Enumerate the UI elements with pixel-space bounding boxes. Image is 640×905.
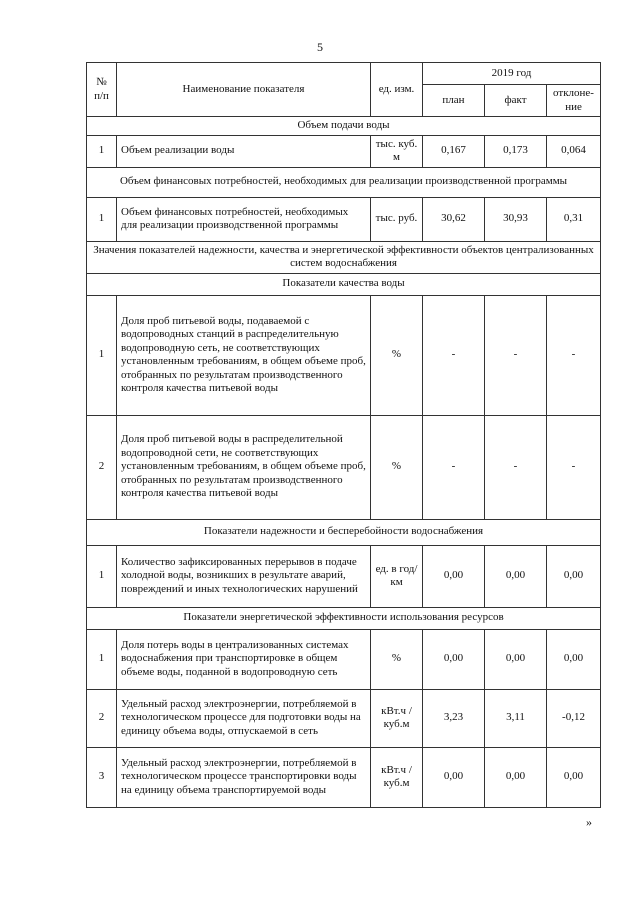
section-row — [87, 607, 601, 629]
row-plan: 0,167 — [423, 135, 485, 167]
row-unit: тыс. руб. — [371, 197, 423, 241]
row-fact: 30,93 — [485, 197, 547, 241]
row-fact: - — [485, 415, 547, 519]
header-num: № п/п — [87, 63, 117, 117]
header-plan: план — [423, 85, 485, 117]
row-name: Удельный расход электроэнергии, потребляемой в технологическом процессе транспортировки воды на единицу объема транспортируемой воды — [117, 747, 371, 807]
row-plan: - — [423, 415, 485, 519]
table-row — [87, 135, 601, 167]
row-plan: - — [423, 295, 485, 415]
row-num: 2 — [87, 689, 117, 747]
row-fact: 0,173 — [485, 135, 547, 167]
row-unit: % — [371, 295, 423, 415]
row-unit: тыс. куб. м — [371, 135, 423, 167]
row-name: Объем финансовых потребностей, необходимых для реализации производственной программы — [117, 197, 371, 241]
row-deviation: -0,12 — [547, 689, 601, 747]
header-row — [87, 63, 601, 85]
row-fact: 0,00 — [485, 747, 547, 807]
row-name: Доля проб питьевой воды, подаваемой с водопроводных станций в распределительную водопроводную сеть, не соответствующих установленным требованиям, в общем объеме проб, отобранных по результатам производственного контроля качества питьевой воды — [117, 295, 371, 415]
row-fact: 0,00 — [485, 545, 547, 607]
row-fact: 3,11 — [485, 689, 547, 747]
row-num: 1 — [87, 197, 117, 241]
row-deviation: 0,064 — [547, 135, 601, 167]
header-name: Наименование показателя — [117, 63, 371, 117]
row-deviation: 0,31 — [547, 197, 601, 241]
section-title: Показатели энергетической эффективности использования ресурсов — [87, 607, 601, 629]
row-unit: % — [371, 415, 423, 519]
table-row — [87, 197, 601, 241]
row-deviation: - — [547, 415, 601, 519]
table-row — [87, 747, 601, 807]
header-deviation: отклоне-ние — [547, 85, 601, 117]
section-row — [87, 167, 601, 197]
page-number: 5 — [317, 40, 323, 54]
row-name: Доля потерь воды в централизованных системах водоснабжения при транспортировке в общем объеме воды, поданной в водопроводную сеть — [117, 629, 371, 689]
row-num: 1 — [87, 545, 117, 607]
header-fact: факт — [485, 85, 547, 117]
row-num: 1 — [87, 295, 117, 415]
row-deviation: - — [547, 295, 601, 415]
row-unit: кВт.ч / куб.м — [371, 747, 423, 807]
row-name: Количество зафиксированных перерывов в подаче холодной воды, возникших в результате аварий, повреждений и иных технологических нарушений — [117, 545, 371, 607]
row-num: 1 — [87, 629, 117, 689]
section-title: Показатели качества воды — [87, 273, 601, 295]
row-plan: 3,23 — [423, 689, 485, 747]
table-row — [87, 545, 601, 607]
section-row — [87, 241, 601, 273]
section-title: Значения показателей надежности, качества и энергетической эффективности объектов централизованных систем водоснабжения — [87, 241, 601, 273]
header-year: 2019 год — [423, 63, 601, 85]
row-num: 2 — [87, 415, 117, 519]
table-row — [87, 689, 601, 747]
row-plan: 0,00 — [423, 747, 485, 807]
row-deviation: 0,00 — [547, 747, 601, 807]
row-fact: 0,00 — [485, 629, 547, 689]
section-title: Объем финансовых потребностей, необходимых для реализации производственной программы — [87, 167, 601, 197]
row-unit: ед. в год/км — [371, 545, 423, 607]
row-fact: - — [485, 295, 547, 415]
row-name: Доля проб питьевой воды в распределительной водопроводной сети, не соответствующих установленным требованиям, в общем объеме проб, отобранных по результатам производственного контроля качества питьевой воды — [117, 415, 371, 519]
row-name: Удельный расход электроэнергии, потребляемой в технологическом процессе для подготовки воды на единицу объема воды, отпускаемой в сеть — [117, 689, 371, 747]
table-row — [87, 415, 601, 519]
row-name: Объем реализации воды — [117, 135, 371, 167]
closing-quote-mark: » — [586, 815, 592, 829]
row-num: 1 — [87, 135, 117, 167]
row-unit: кВт.ч / куб.м — [371, 689, 423, 747]
section-title: Объем подачи воды — [87, 117, 601, 136]
row-unit: % — [371, 629, 423, 689]
table-row — [87, 629, 601, 689]
row-plan: 0,00 — [423, 629, 485, 689]
row-deviation: 0,00 — [547, 629, 601, 689]
indicators-table — [86, 62, 601, 808]
header-unit: ед. изм. — [371, 63, 423, 117]
row-plan: 0,00 — [423, 545, 485, 607]
section-row — [87, 273, 601, 295]
section-row — [87, 519, 601, 545]
section-title: Показатели надежности и бесперебойности водоснабжения — [87, 519, 601, 545]
table-row — [87, 295, 601, 415]
row-deviation: 0,00 — [547, 545, 601, 607]
row-plan: 30,62 — [423, 197, 485, 241]
row-num: 3 — [87, 747, 117, 807]
section-row — [87, 117, 601, 136]
